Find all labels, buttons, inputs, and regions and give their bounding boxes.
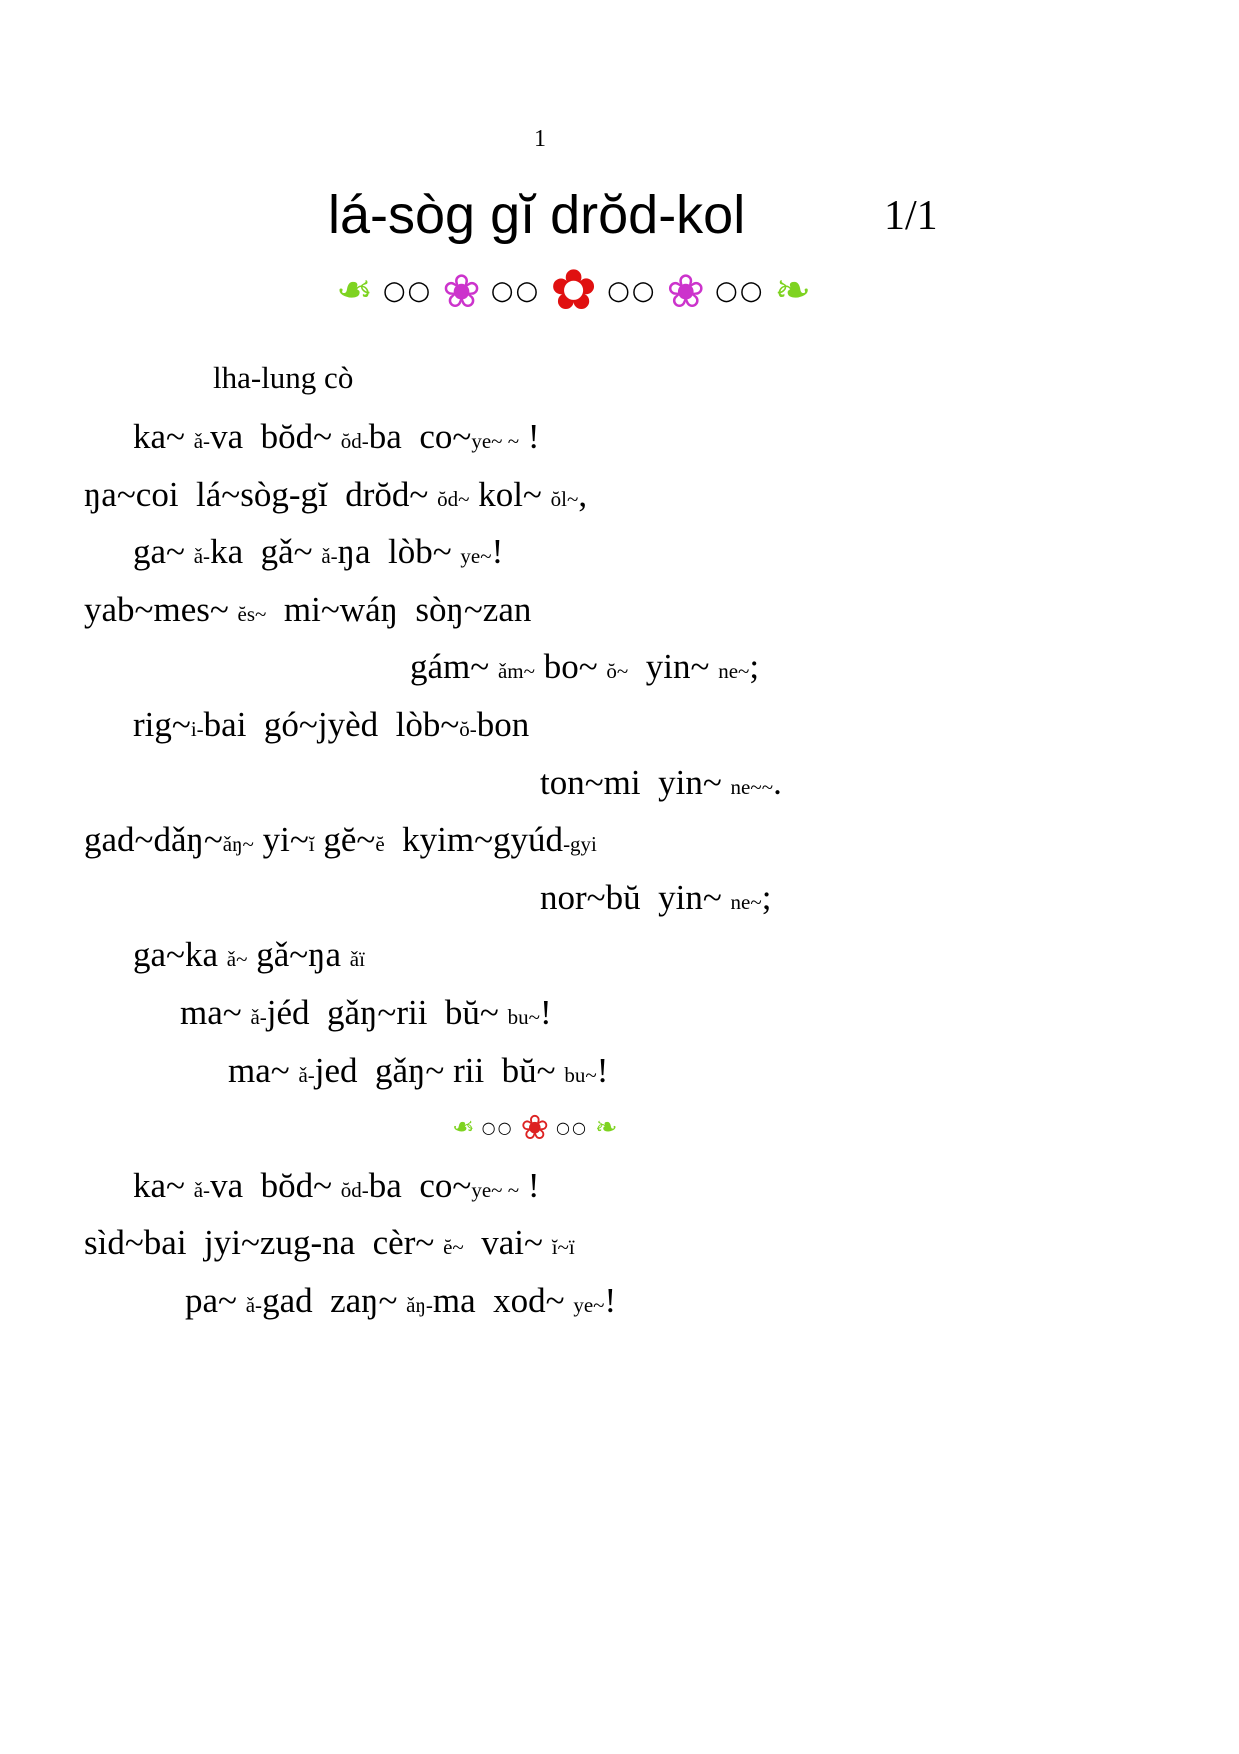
verse-segment: bu~ (564, 1062, 597, 1087)
verse-segment: ǎ- (321, 544, 338, 569)
verse-segment: ; (761, 877, 772, 917)
verse-segment: yi~ (253, 820, 309, 860)
verse-segment: rig~ (133, 704, 191, 744)
divider-ornament-row (0, 1099, 1239, 1157)
verse-segment: ye~ ~ (471, 429, 520, 453)
verse-segment: kyim~gyúd (384, 820, 564, 860)
verse-line (0, 581, 1239, 639)
verse-segment: vai~ (463, 1223, 552, 1263)
verse-line (0, 1214, 1239, 1272)
verse-segment: ŏd~ (437, 486, 470, 511)
verse-segment: ne~~ (730, 774, 774, 799)
verse-line (0, 1272, 1239, 1330)
verse-line (0, 811, 1239, 869)
circles-ornament: ○○ (481, 1117, 514, 1137)
verse-segment: i- (190, 716, 204, 741)
verse-segment: jed gǎŋ~ rii bŭ~ (314, 1050, 565, 1090)
verse-segment: ! (540, 992, 552, 1032)
circles-ornament: ○○ (490, 276, 541, 306)
verse-segment: ǎ~ (226, 947, 248, 972)
verse-segment: ! (519, 1165, 540, 1205)
verse-segment: ǎm~ (497, 659, 535, 684)
verse-line (0, 408, 1239, 466)
verse-segment: va bŏd~ (210, 1165, 341, 1205)
verse-segment: ǎ- (250, 1004, 267, 1029)
verse-segment: gad zaŋ~ (262, 1280, 407, 1320)
verse-line (0, 523, 1239, 581)
verse-line (0, 638, 1239, 696)
verse-line (0, 926, 1239, 984)
page-number: 1 (534, 126, 546, 152)
verse-segment: ye~ (573, 1292, 605, 1317)
verse (0, 408, 1239, 1330)
verse-segment: ĕ (375, 832, 385, 857)
verse-segment: . (773, 762, 782, 802)
verse-segment: ba co~ (368, 417, 472, 456)
verse-segment: ǎ- (298, 1062, 315, 1087)
verse-segment: , (578, 474, 588, 514)
verse-segment: ĕs~ (237, 601, 267, 626)
verse-segment: bon (476, 704, 530, 744)
verse-segment: bai gó~jyèd lòb~ (203, 704, 460, 744)
rose-ornament: ✿ (550, 258, 598, 323)
document-title: lá-sòg gĭ drŏd-kol (328, 185, 746, 245)
verse-segment: ba co~ (368, 1165, 472, 1205)
verse-segment: ; (749, 647, 760, 687)
verse-segment: ne~ (718, 659, 750, 684)
page-indicator: 1/1 (884, 193, 938, 239)
verse-segment: ma~ (228, 1050, 299, 1090)
verse-segment: ǎ- (193, 1177, 211, 1202)
verse-segment: ǎï (349, 947, 365, 972)
circles-ornament: ○○ (556, 1117, 588, 1137)
verse-segment: bu~ (507, 1004, 540, 1029)
verse-segment: pa~ (185, 1280, 246, 1320)
verse-segment: ŏd- (340, 1177, 369, 1202)
verse-segment: ka gǎ~ (210, 532, 322, 572)
verse-segment: ma xod~ (432, 1280, 574, 1320)
verse-segment: ŏ~ (606, 659, 629, 684)
verse-segment: bo~ (534, 647, 607, 687)
verse-segment: ǎ- (193, 429, 211, 453)
flower-ornament: ❀ (520, 1107, 550, 1148)
verse-segment: ma~ (180, 992, 251, 1032)
verse-segment: ga~ka (133, 935, 227, 975)
verse-segment: sìd~bai jyi~zug-na cèr~ (84, 1223, 444, 1263)
verse-segment: ǎŋ~ (222, 832, 254, 857)
verse-segment: ĭ~ï (551, 1235, 575, 1260)
verse-segment: kol~ (469, 474, 551, 514)
verse-segment: ĕ~ (443, 1235, 464, 1260)
verse-segment: yab~mes~ (84, 589, 238, 629)
verse-segment: gǎ~ŋa (247, 935, 350, 975)
verse-segment: ton~mi yin~ (540, 762, 731, 802)
verse-segment: mi~wáŋ sòŋ~zan (266, 589, 532, 629)
verse-segment: ga~ (133, 532, 194, 572)
verse-segment: gĕ~ (314, 820, 376, 860)
verse-segment: jéd gǎŋ~rii bŭ~ (266, 992, 508, 1032)
verse-segment: ye~ (460, 544, 492, 569)
verse-line (0, 984, 1239, 1042)
verse-segment: gám~ (410, 647, 498, 687)
verse-segment: ne~ (730, 889, 762, 914)
circles-ornament: ○○ (607, 276, 657, 306)
verse-line (0, 754, 1239, 812)
flower-ornament: ❀ (442, 264, 481, 318)
subtitle: lha-lung cò (213, 360, 354, 395)
verse-segment: ! (604, 1280, 617, 1320)
verse-segment: ĭ (308, 832, 315, 857)
verse-segment: ŏl~ (550, 486, 579, 511)
leaf-ornament: ❧ (774, 265, 812, 316)
verse-segment: gad~dǎŋ~ (84, 820, 223, 860)
verse-segment: ! (519, 417, 540, 456)
verse-segment: ǎ- (193, 544, 211, 569)
leaf-ornament: ❧ (594, 1112, 618, 1144)
verse-line (0, 1157, 1239, 1215)
verse-segment: -gyi (563, 832, 597, 857)
flower-ornament: ❀ (666, 264, 706, 318)
verse-segment: ! (596, 1050, 609, 1090)
verse-segment: ye~ ~ (471, 1177, 520, 1202)
title-row (0, 184, 1239, 264)
verse-segment: yin~ (628, 647, 719, 687)
verse-segment: ǎŋ- (406, 1292, 433, 1317)
verse-segment: nor~bŭ yin~ (540, 877, 731, 917)
verse-segment: ŋa lòb~ (337, 532, 461, 572)
verse-segment: ŏd- (340, 429, 369, 453)
verse-segment: ! (491, 532, 504, 572)
circles-ornament: ○○ (382, 276, 433, 306)
header-ornament-row (336, 258, 812, 323)
verse-segment: ŋa~coi lá~sòg-gĭ drŏd~ (84, 474, 438, 514)
leaf-ornament: ❧ (452, 1112, 475, 1144)
verse-segment: ǎ- (245, 1292, 263, 1317)
leaf-ornament: ❧ (336, 265, 373, 316)
circles-ornament: ○○ (715, 276, 765, 306)
verse-segment: ka~ (133, 417, 194, 456)
verse-line (0, 1042, 1239, 1100)
verse-line (0, 696, 1239, 754)
verse-segment: ŏ- (459, 716, 477, 741)
verse-segment: ka~ (133, 1165, 194, 1205)
verse-segment: va bŏd~ (210, 417, 341, 456)
verse-line (0, 869, 1239, 927)
verse-line (0, 466, 1239, 524)
